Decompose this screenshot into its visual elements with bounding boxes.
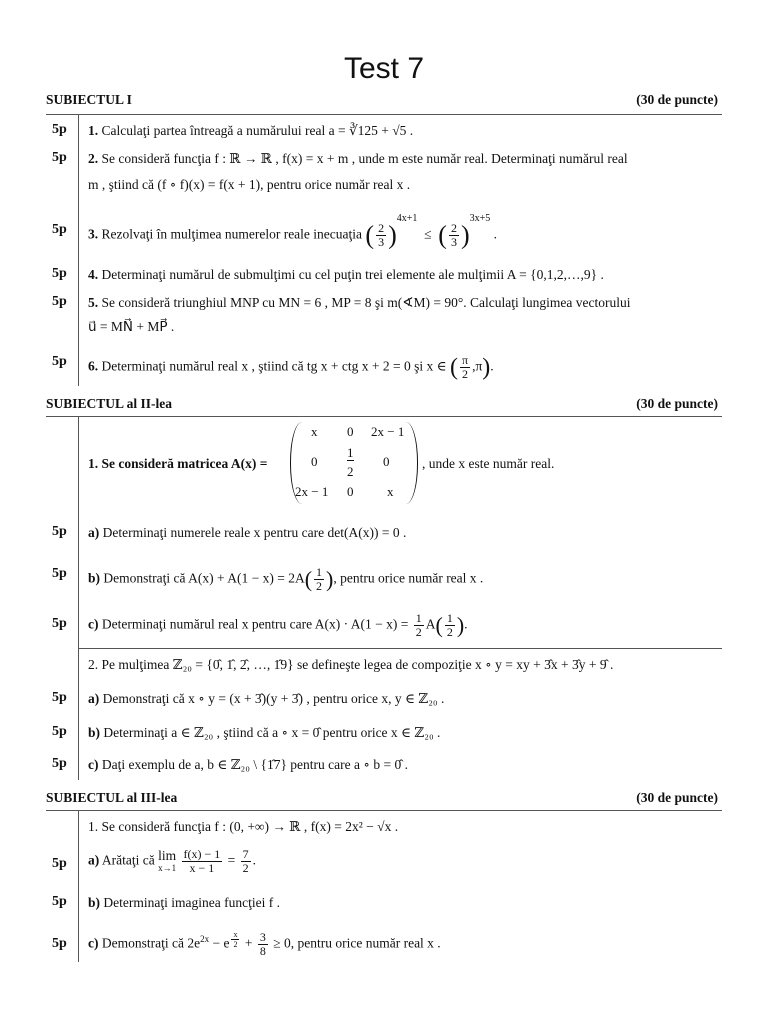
- s2-p1a: a) Determinaţi numerele reale x pentru care det(A(x)) = 0 .: [88, 525, 407, 540]
- section-3-title: SUBIECTUL al III-lea: [46, 790, 178, 805]
- s1-q4: 4. Determinaţi numărul de submulţimi cu cel puţin trei elemente ale mulţimii A = {0,1,2,…,9} .: [88, 267, 604, 282]
- s2-p1c: c) Determinaţi numărul real x pentru care A(x) · A(1 − x) = $\frac{1}{2}$ A( $\frac{1}{2}$ ).: [88, 611, 468, 639]
- section-1-heading: [46, 92, 722, 110]
- section-3-heading: [46, 790, 722, 808]
- section-2-heading: [46, 396, 722, 414]
- s2-p2c-score: 5p: [52, 756, 67, 771]
- s3-p1c-score: 5p: [52, 936, 67, 951]
- page-title: Test 7: [343, 52, 425, 85]
- s3-p1b: b) Determinaţi imaginea funcţiei f .: [88, 895, 280, 910]
- s1-q2-line2: m , ştiind că (f ∘ f)(x) = f(x + 1), pentru orice număr real x .: [88, 177, 411, 192]
- s1-q1-score: 5p: [52, 122, 67, 137]
- section-1-title: SUBIECTUL I: [46, 92, 132, 107]
- s2-p1c-score: 5p: [52, 616, 67, 631]
- s2-inner-rule: [78, 648, 722, 649]
- s3-p1a: a) Arătaţi că lim x→1 $\frac{f(x) - 1}{x - 1}$ = $\frac{7}{2}$ .: [88, 847, 257, 875]
- s2-p1-tail: , unde x este număr real.: [422, 456, 555, 471]
- section-2-column-line: [78, 416, 79, 780]
- s3-p1b-score: 5p: [52, 894, 67, 909]
- section-2-points: (30 de puncte): [636, 396, 718, 411]
- section-3-points: (30 de puncte): [636, 790, 718, 805]
- s2-p1-intro: 1. Se consideră matricea A(x) =: [88, 456, 268, 471]
- s3-p1-intro: 1. Se consideră funcţia f : (0, +∞) → ℝ , f(x) = 2x² − √x .: [88, 819, 399, 834]
- s1-q5: 5. Se consideră triunghiul MNP cu MN = 6 , MP = 8 şi m(∢M) = 90°. Calculaţi lungimea vectorului: [88, 295, 631, 310]
- matrix-a: x 0 2x − 1 0 1 2 0 2x − 1 0 x: [290, 422, 418, 504]
- s2-p2a-score: 5p: [52, 690, 67, 705]
- s2-p2c: c) Daţi exemplu de a, b ∈ ℤ₂₀ \ {1̂7} pentru care a ∘ b = 0̂ .: [88, 757, 408, 772]
- s1-q4-score: 5p: [52, 266, 67, 281]
- s2-p1b-score: 5p: [52, 566, 67, 581]
- s2-p2-intro: 2. Pe mulţimea ℤ₂₀ = {0̂, 1̂, 2̂, …, 1̂9} se defineşte legea de compoziţie x ∘ y = xy + 3̂x + 3̂y + 9̂ .: [88, 657, 614, 672]
- s1-q2-score: 5p: [52, 150, 67, 165]
- s2-p2b-score: 5p: [52, 724, 67, 739]
- s1-q6: 6. Determinaţi numărul real x , ştiind că tg x + ctg x + 2 = 0 şi x ∈ ( $\frac{\pi}{2}$ ,π).: [88, 353, 494, 381]
- section-1-column-line: [78, 114, 79, 386]
- s2-p1a-score: 5p: [52, 524, 67, 539]
- s1-q1: 1. Calculaţi partea întreagă a numărului real a = ∛125 + √5 .: [88, 123, 414, 138]
- s1-q3-score: 5p: [52, 222, 67, 237]
- section-3-column-line: [78, 810, 79, 962]
- s2-p2b: b) Determinaţi a ∈ ℤ₂₀ , ştiind că a ∘ x = 0̂ pentru orice x ∈ ℤ₂₀ .: [88, 725, 441, 740]
- s1-q2: 2. Se consideră funcţia f : ℝ → ℝ , f(x) = x + m , unde m este număr real. Determinaţi numărul real: [88, 151, 628, 166]
- section-1-points: (30 de puncte): [636, 92, 718, 107]
- s2-p2a: a) Demonstraţi că x ∘ y = (x + 3̂)(y + 3̂) , pentru orice x, y ∈ ℤ₂₀ .: [88, 691, 445, 706]
- section-1-rule: [46, 114, 722, 115]
- s3-p1c: c) Demonstraţi că $2e^{2x} - e$ $^{\frac{x}{2}}$ + $\frac{3}{8}$ ≥ 0, pentru orice număr real x .: [88, 929, 441, 958]
- s1-q6-score: 5p: [52, 354, 67, 369]
- s3-p1a-score: 5p: [52, 856, 67, 871]
- section-3-rule: [46, 810, 722, 811]
- s1-q3: 3. Rezolvaţi în mulţimea numerelor reale inecuaţia ( $\frac{2}{3}$ )$^{4x+1}$ ≤ ( $\frac{2}{3}$ )$^{3x+5}$ .: [88, 213, 498, 250]
- section-2-rule: [46, 416, 722, 417]
- s2-p1b: b) Demonstraţi că A(x) + A(1 − x) = 2A( $\frac{1}{2}$ ), pentru orice număr real x .: [88, 565, 484, 593]
- s1-q5-line2: u⃗ = MN⃗ + MP⃗ .: [88, 319, 175, 334]
- s1-q5-score: 5p: [52, 294, 67, 309]
- section-2-title: SUBIECTUL al II-lea: [46, 396, 173, 411]
